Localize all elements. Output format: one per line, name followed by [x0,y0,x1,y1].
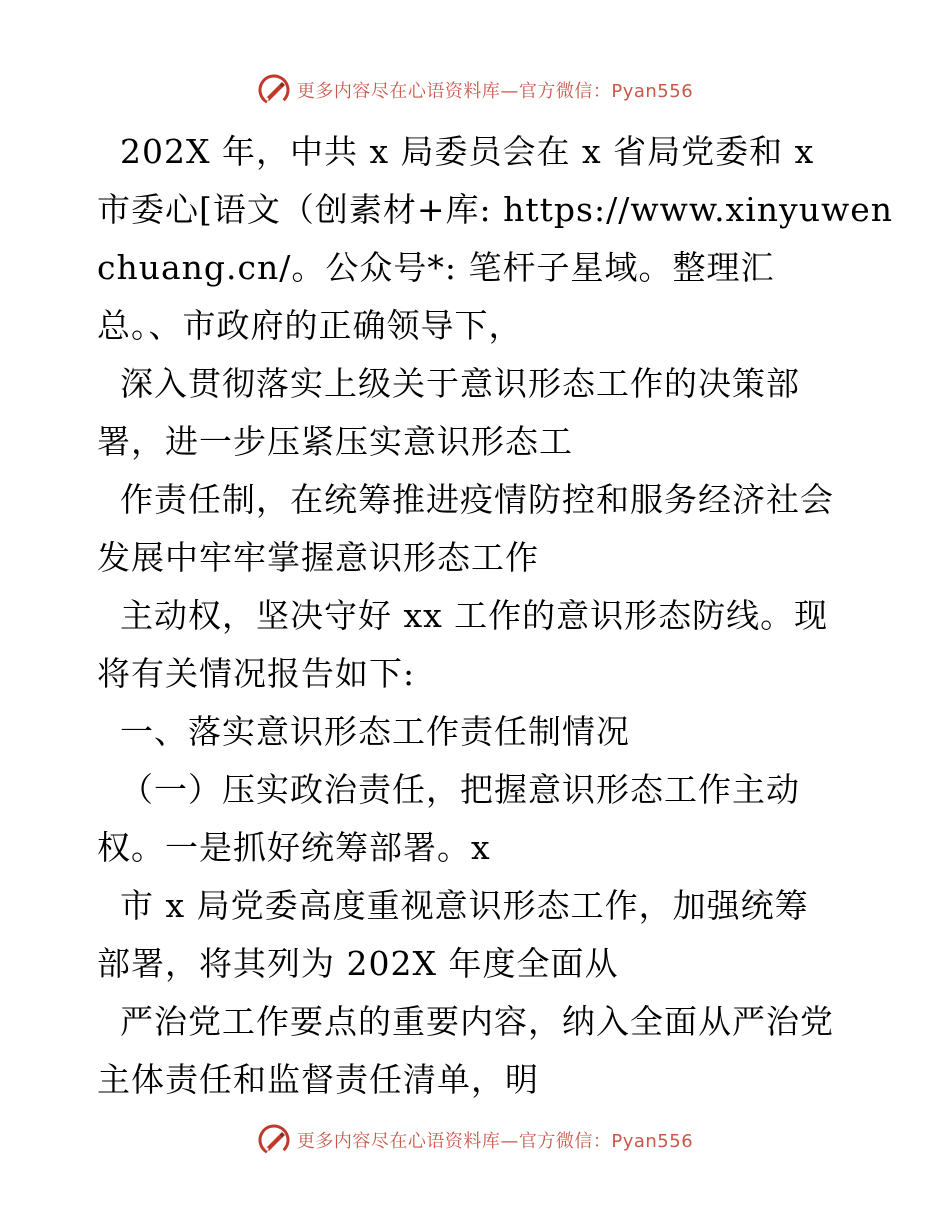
text-line: 将有关情况报告如下: [97,654,416,693]
text-line: 市 x 局党委高度重视意识形态工作，加强统筹 [97,886,809,925]
text-line: 市委心[语文（创素材+库: https://www.xinyuwen [97,190,893,229]
text-line: 发展中牢牢掌握意识形态工作 [97,538,539,577]
text-line: 202X 年，中共 x 局委员会在 x 省局党委和 x [97,132,815,171]
text-line: 主动权，坚决守好 xx 工作的意识形态防线。现 [97,596,829,635]
text-line: 部署，将其列为 202X 年度全面从 [97,944,619,983]
text-line: 权。一是抓好统筹部署。x [97,828,491,867]
subsection-heading: （一）压实政治责任，把握意识形态工作主动 [97,770,800,809]
text-line: 总。、市政府的正确领导下， [97,306,523,345]
section-heading: 一、落实意识形态工作责任制情况 [97,712,630,751]
pen-logo-icon [257,1123,291,1157]
text-line: 主体责任和监督责任清单，明 [97,1060,539,1099]
text-line: 严治党工作要点的重要内容，纳入全面从严治党 [97,1002,834,1041]
footer-watermark [0,1120,950,1160]
pen-logo-icon [257,73,291,107]
watermark-text: 更多内容尽在心语资料库—官方微信：Pyan556 [296,1131,694,1152]
text-line: 深入贯彻落实上级关于意识形态工作的决策部 [97,364,800,403]
text-line: 作责任制，在统筹推进疫情防控和服务经济社会 [97,480,834,519]
watermark-text: 更多内容尽在心语资料库—官方微信：Pyan556 [296,81,694,102]
text-line: 署，进一步压紧压实意识形态工 [97,422,573,461]
header-watermark [0,70,950,110]
text-line: chuang.cn/。公众号*: 笔杆子星域。整理汇 [97,248,775,287]
document-body [97,123,893,1109]
